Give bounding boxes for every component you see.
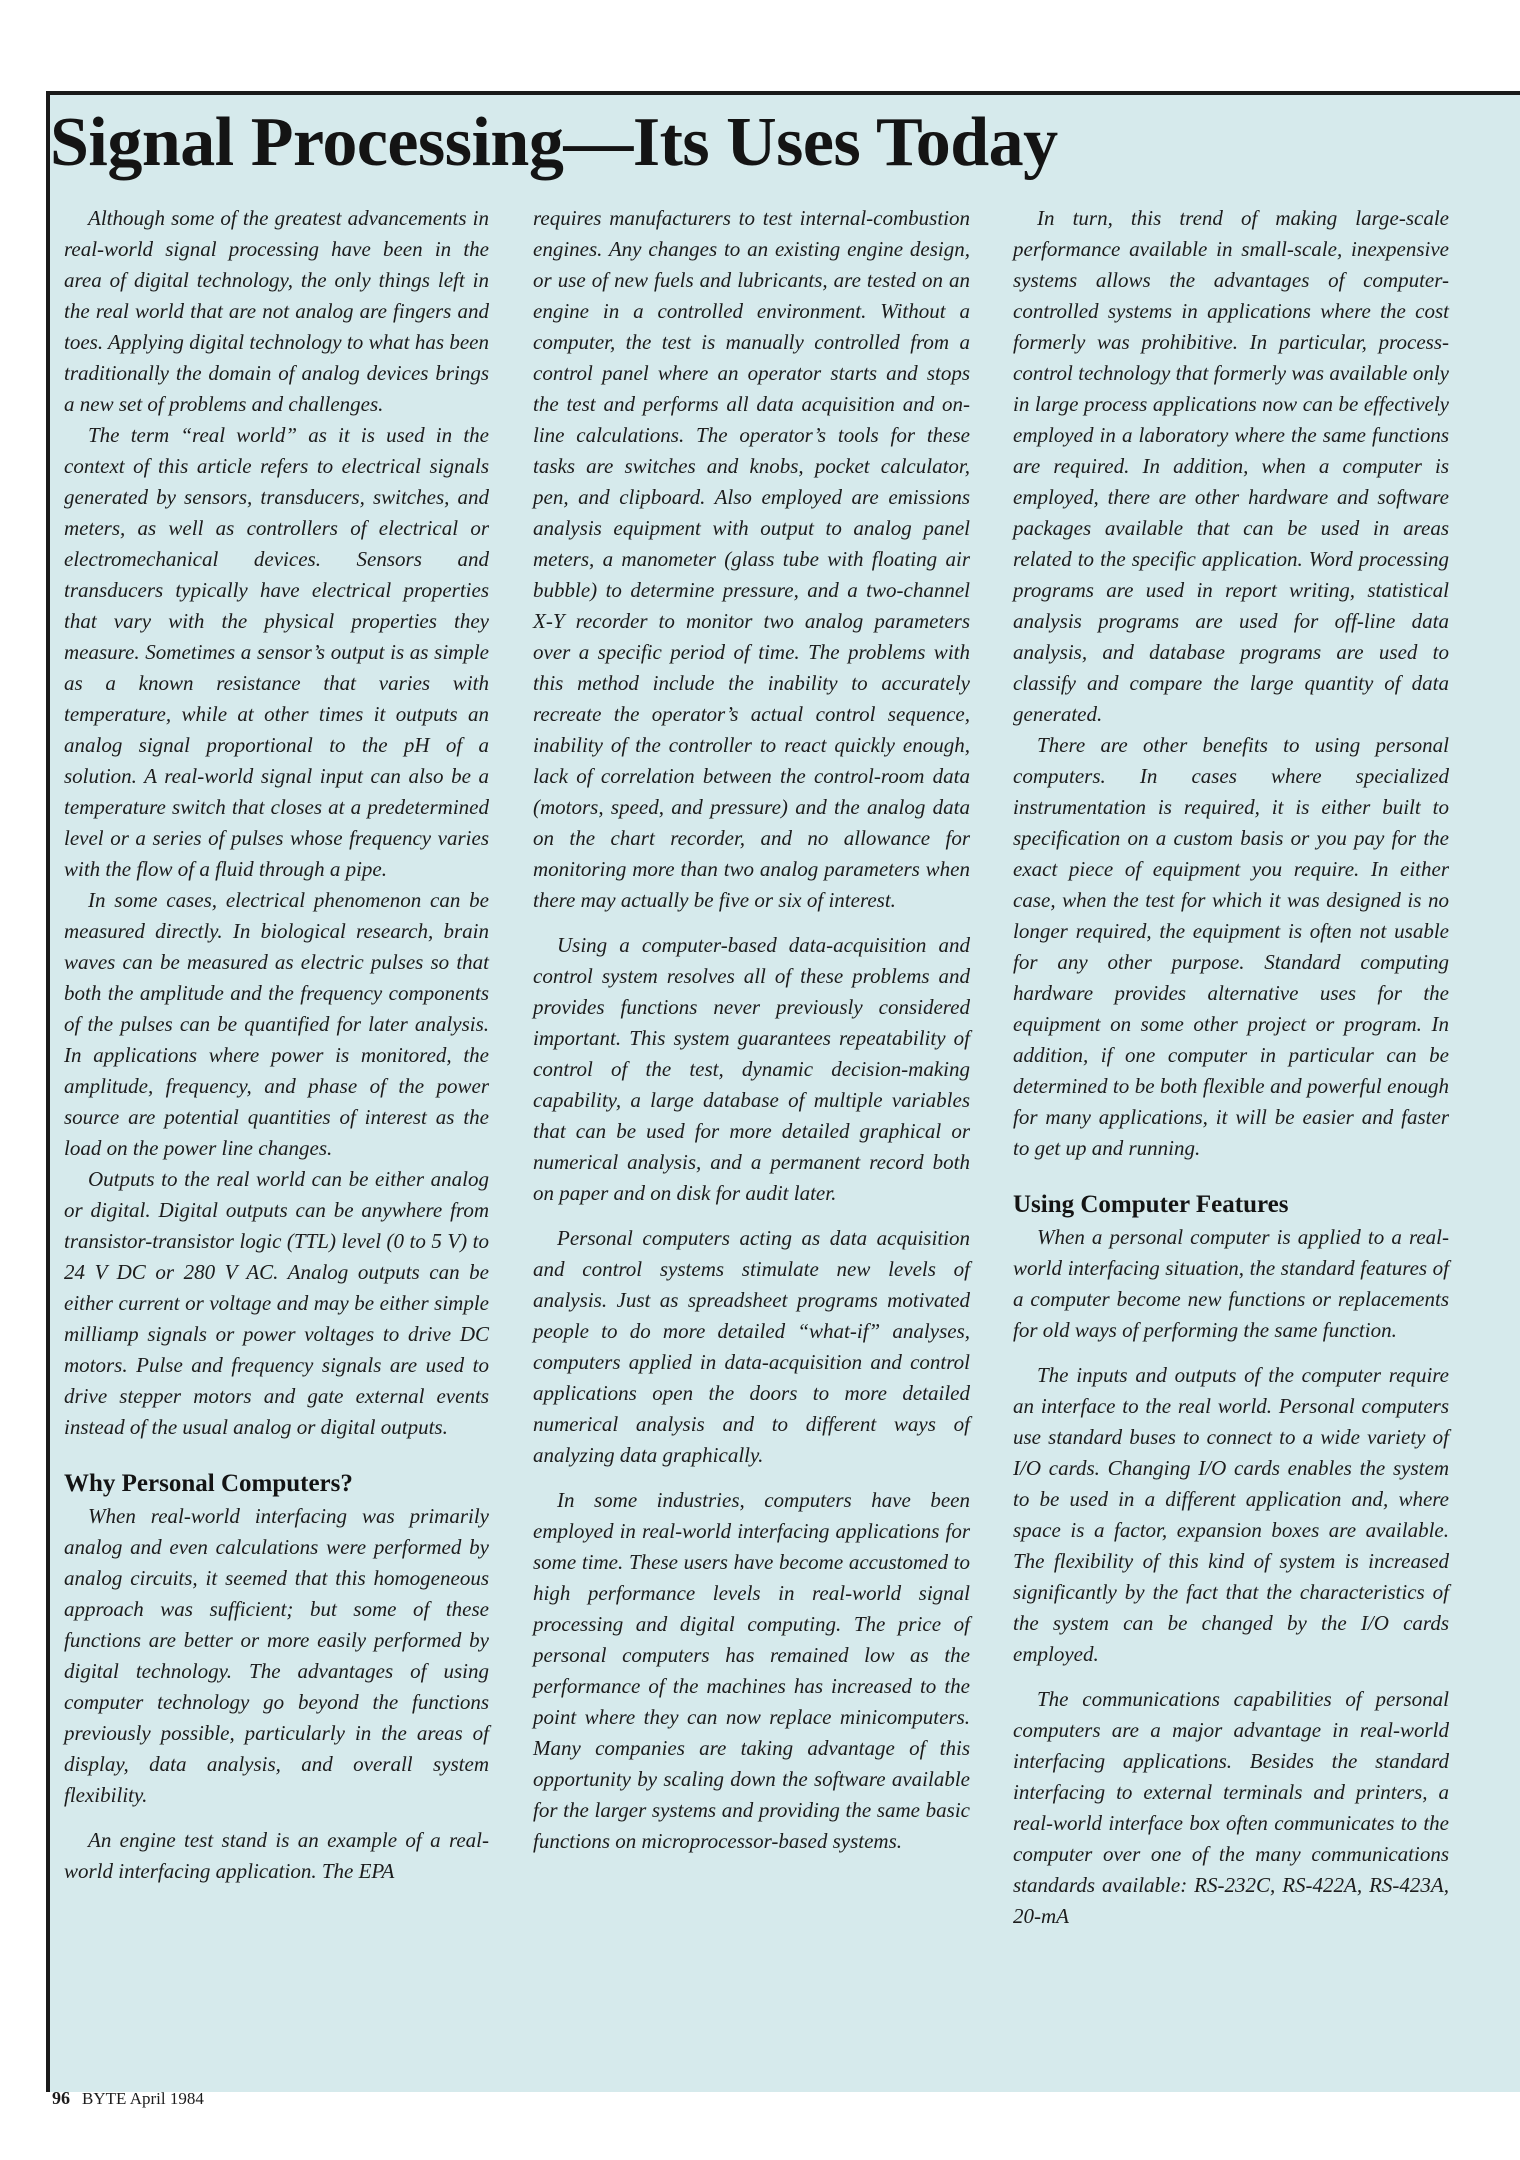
paragraph: When real-world interfacing was primarily analog and even calculations were performed by analog circuits, it seemed that this homogeneous approach was sufficient; but some of these functions are better or more easily performed by digital technology. The advantages of using computer technology go beyond the functions previously possible, particularly in the areas of display, data analysis, and overall system flexibility. bbox=[64, 1504, 489, 1807]
paragraph: In some industries, computers have been employed in real-world interfacing applications for some time. These users have become accustomed to high performance levels in real-world signal processing and digital computing. The price of personal computers has remained low as the performance of the machines has increased to the point where they can now replace minicomputers. Many companies are taking advantage of this opportunity by scaling down the software available for the larger systems and providing the same basic functions on microprocessor-based systems. bbox=[533, 1488, 970, 1853]
column-1 bbox=[64, 203, 489, 1887]
article-title: Signal Processing—Its Uses Today bbox=[50, 104, 1058, 181]
paragraph: The communications capabilities of personal computers are a major advantage in real-world interfacing applications. Besides the standard interfacing to external terminals and printers, a real-world interface box often communicates to the computer over one of the many communications standards available: RS-232C, RS-422A, RS-423A, 20-mA bbox=[1013, 1687, 1449, 1928]
page-number: 96 bbox=[52, 2088, 70, 2108]
paragraph: Using a computer-based data-acquisition and control system resolves all of these problems and provides functions never previously considered important. This system guarantees repeatability of control of the test, dynamic decision-making capability, a large database of multiple variables that can be used for more detailed graphical or numerical analysis, and a permanent record both on paper and on disk for audit later. bbox=[533, 933, 970, 1205]
paragraph: requires manufacturers to test internal-combustion engines. Any changes to an existing engine design, or use of new fuels and lubricants, are tested on an engine in a controlled environment. Without a computer, the test is manually controlled from a control panel where an operator starts and stops the test and performs all data acquisition and on-line calculations. The operator’s tools for these tasks are switches and knobs, pocket calculator, pen, and clipboard. Also employed are emissions analysis equipment with output to analog panel meters, a manometer (glass tube with floating air bubble) to determine pressure, and a two-channel X-Y recorder to monitor two analog parameters over a specific period of time. The problems with this method include the inability to accurately recreate the operator’s actual control sequence, inability of the controller to react quickly enough, lack of correlation between the control-room data (motors, speed, and pressure) and the analog data on the chart recorder, and no allowance for monitoring more than two analog parameters when there may actually be five or six of interest. bbox=[533, 206, 970, 912]
paragraph: In turn, this trend of making large-scale performance available in small-scale, inexpensive systems allows the advantages of computer-controlled systems in applications where the cost formerly was prohibitive. In particular, process-control technology that formerly was available only in large process applications now can be effectively employed in a laboratory where the same functions are required. In addition, when a computer is employed, there are other hardware and software packages available that can be used in areas related to the specific application. Word processing programs are used in report writing, statistical analysis programs are used for off-line data analysis, and database programs are used to classify and compare the large quantity of data generated. bbox=[1013, 206, 1449, 726]
paragraph: The term “real world” as it is used in the context of this article refers to electrical signals generated by sensors, transducers, switches, and meters, as well as controllers of electrical or electromechanical devices. Sensors and transducers typically have electrical properties that vary with the physical properties they measure. Sometimes a sensor’s output is as simple as a known resistance that varies with temperature, while at other times it outputs an analog signal proportional to the pH of a solution. A real-world signal input can also be a temperature switch that closes at a predetermined level or a series of pulses whose frequency varies with the flow of a fluid through a pipe. bbox=[64, 423, 489, 881]
section-heading-why-personal-computers: Why Personal Computers? bbox=[64, 1470, 353, 1497]
paragraph: Outputs to the real world can be either analog or digital. Digital outputs can be anywhere from transistor-transistor logic (TTL) level (0 to 5 V) to 24 V DC or 280 V AC. Analog outputs can be either current or voltage and may be either simple milliamp signals or power voltages to drive DC motors. Pulse and frequency signals are used to drive stepper motors and gate external events instead of the usual analog or digital outputs. bbox=[64, 1167, 489, 1439]
paragraph: An engine test stand is an example of a real-world interfacing application. The EPA bbox=[64, 1828, 489, 1883]
left-rule bbox=[46, 91, 50, 2092]
publication-line: BYTE April 1984 bbox=[82, 2089, 204, 2108]
page-footer bbox=[52, 2088, 204, 2109]
section-heading-using-computer-features: Using Computer Features bbox=[1013, 1191, 1289, 1218]
column-3 bbox=[1013, 203, 1449, 1932]
paragraph: In some cases, electrical phenomenon can be measured directly. In biological research, brain waves can be measured as electric pulses so that both the amplitude and the frequency components of the pulses can be quantified for later analysis. In applications where power is monitored, the amplitude, frequency, and phase of the power source are potential quantities of interest as the load on the power line changes. bbox=[64, 888, 489, 1160]
top-rule bbox=[48, 91, 1520, 95]
paragraph: Personal computers acting as data acquisition and control systems stimulate new levels of analysis. Just as spreadsheet programs motivated people to do more detailed “what-if” analyses, computers applied in data-acquisition and control applications open the doors to more detailed numerical analysis and to different ways of analyzing data graphically. bbox=[533, 1226, 970, 1467]
paragraph: When a personal computer is applied to a real-world interfacing situation, the standard features of a computer become new functions or replacements for old ways of performing the same function. bbox=[1013, 1225, 1449, 1342]
paragraph: The inputs and outputs of the computer require an interface to the real world. Personal computers use standard buses to connect to a wide variety of I/O cards. Changing I/O cards enables the system to be used in a different application and, where space is a factor, expansion boxes are available. The flexibility of this kind of system is increased significantly by the fact that the characteristics of the system can be changed by the I/O cards employed. bbox=[1013, 1363, 1449, 1666]
paragraph: Although some of the greatest advancements in real-world signal processing have been in the area of digital technology, the only things left in the real world that are not analog are fingers and toes. Applying digital technology to what has been traditionally the domain of analog devices brings a new set of problems and challenges. bbox=[64, 206, 489, 416]
paragraph: There are other benefits to using personal computers. In cases where specialized instrumentation is required, it is either built to specification on a custom basis or you pay for the exact piece of equipment you require. In either case, when the test for which it was designed is no longer required, the equipment is often not usable for any other purpose. Standard computing hardware provides alternative uses for the equipment on some other project or program. In addition, if one computer in particular can be determined to be both flexible and powerful enough for many applications, it will be easier and faster to get up and running. bbox=[1013, 733, 1449, 1160]
column-2 bbox=[533, 203, 970, 1857]
